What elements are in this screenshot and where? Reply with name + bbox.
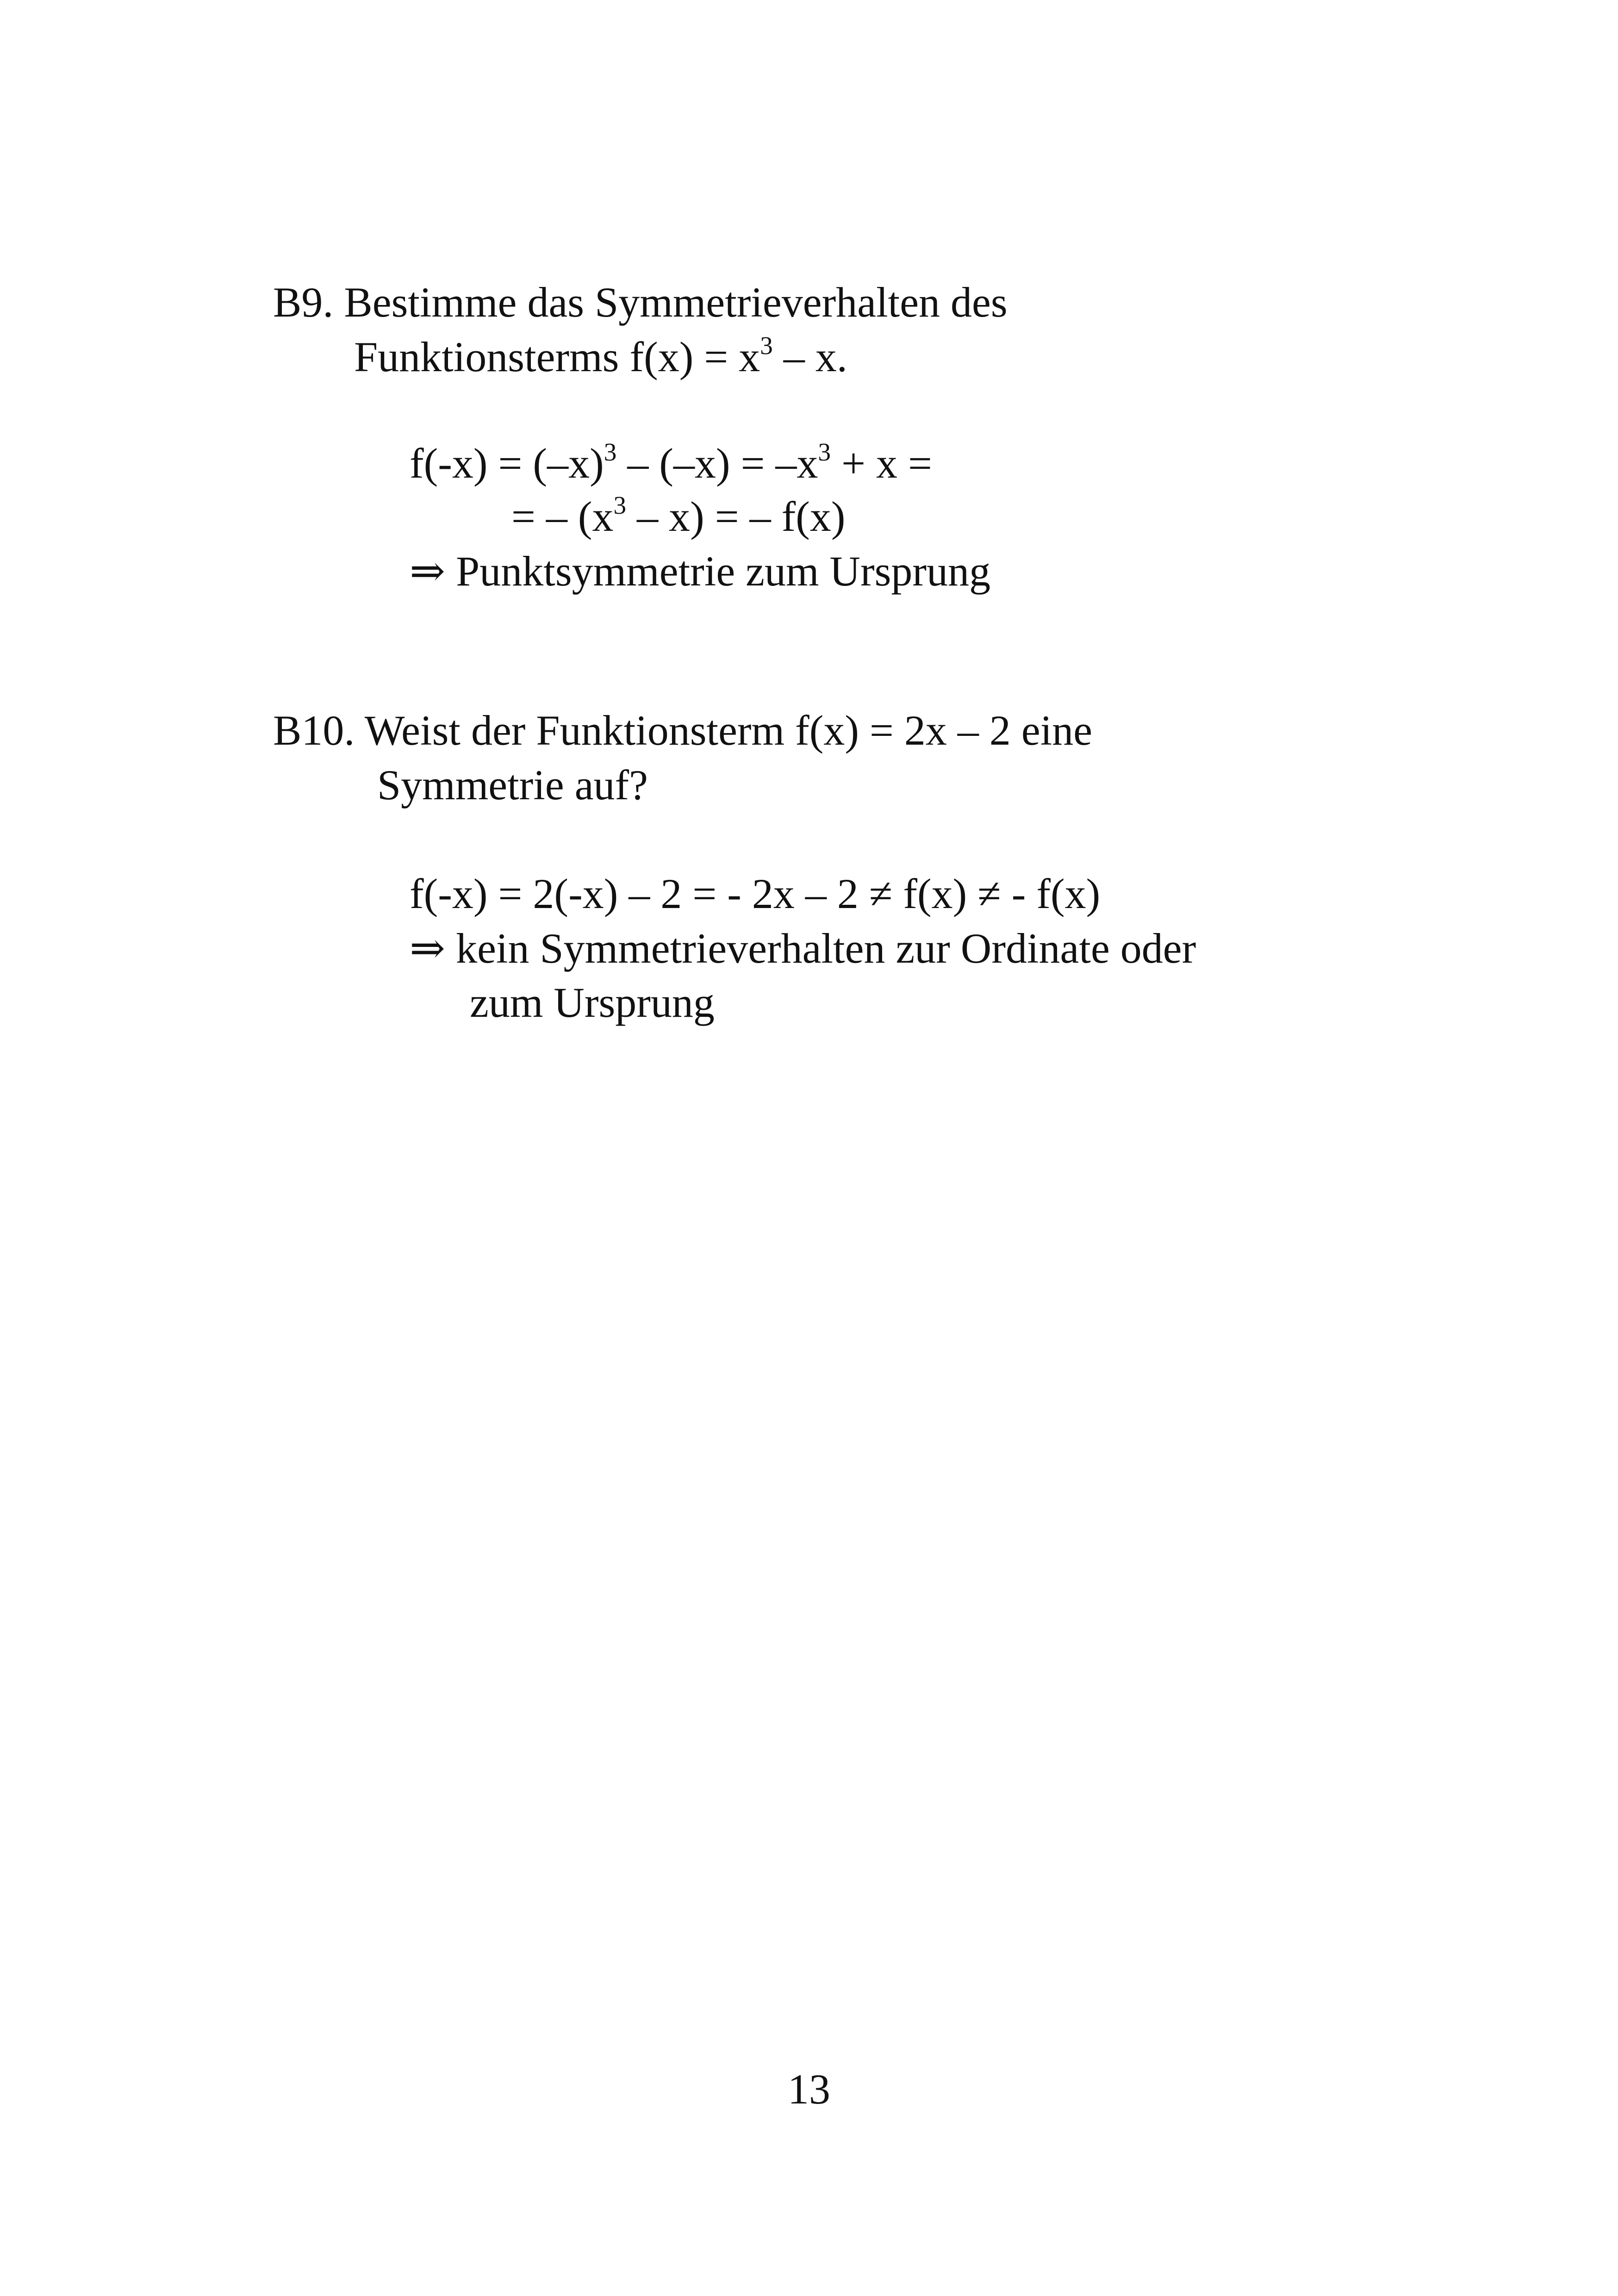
b10-conclusion-line1: ⇒ kein Symmetrieverhalten zur Ordinate oder: [410, 925, 1196, 972]
b10-question-line1: [273, 709, 1092, 752]
b9-question-line2: Funktionsterms $f(x) = x^3 - x$.: [354, 331, 847, 380]
b9-question-line1: [273, 281, 1008, 324]
b10-label: B10.: [273, 707, 355, 754]
b10-conclusion-line2: zum Ursprung: [470, 979, 715, 1026]
b10-calc-line1: f(-x) = 2(-x) – 2 = - 2x – 2 ≠ f(x) ≠ - f(x): [410, 870, 1101, 917]
b10-question-text: Weist der Funktionsterm f(x) = 2x – 2 eine: [364, 707, 1093, 754]
b9-conclusion: ⇒ Punktsymmetrie zum Ursprung: [410, 548, 991, 595]
b9-label: B9.: [273, 279, 334, 326]
b9-question-text: Bestimme das Symmetrieverhalten des: [344, 279, 1008, 326]
b9-calc-line1: $f(-x) = (-x)^3 - (-x) = -x^3 + x$ =: [410, 437, 932, 487]
b10-question-line2: Symmetrie auf?: [377, 761, 648, 809]
b9-calc-line2: = – $(x^3 - x)$ = – f(x): [511, 491, 846, 540]
page-number: 13: [788, 2066, 830, 2113]
